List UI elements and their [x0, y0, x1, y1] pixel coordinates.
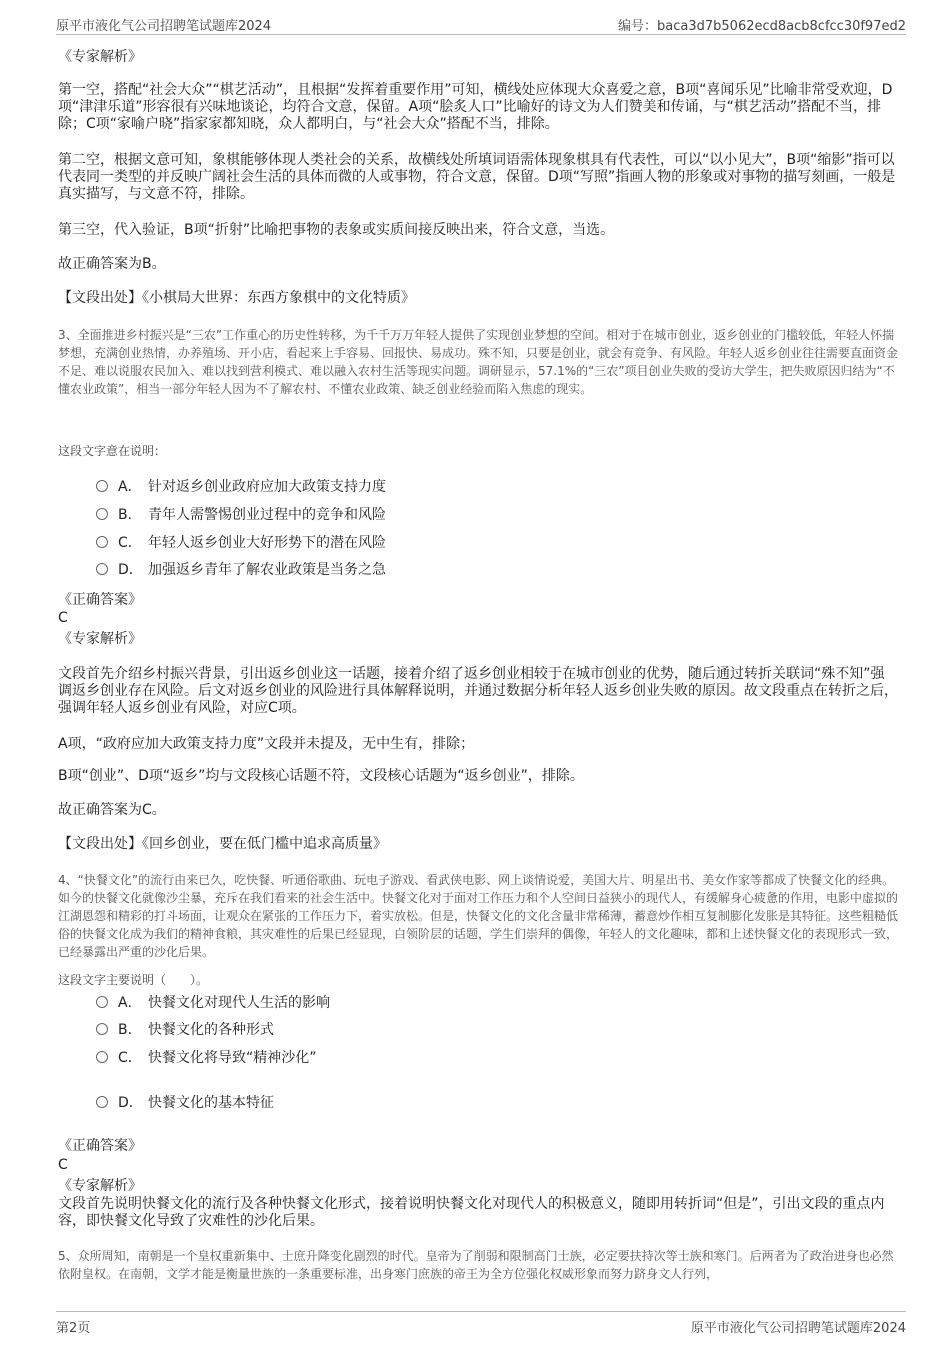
page-footer [56, 1311, 906, 1336]
option-text: 快餐文化对现代人生活的影响 [148, 995, 330, 1011]
q3-option-c[interactable] [96, 533, 386, 553]
q2-source: 【文段出处】《小棋局大世界：东西方象棋中的文化特质》 [58, 290, 415, 306]
q4-stem: 4、“快餐文化”的流行由来已久，吃快餐、听通俗歌曲、玩电子游戏、看武侠电影、网上谈情说爱，美国大片、明星出书、美女作家等都成了快餐文化的经典。如今的快餐文化就像沙尘暴，充斥在我们看来的社会生活中。快餐文化对于面对工作压力和个人空间日益狭小的现代人，有缓解身心疲惫的作用，电影中虚拟的江湖恩怨和精彩的打斗场面，让观众在紧张的工作压力下，着实放松。但是，快餐文化的文化含量非常稀薄，蓄意炒作相互复制膨化发胀是其特征。这些粗糙低俗的快餐文化成为我们的精神食粮，其灾难性的后果已经显现，白领阶层的话题，学生们崇拜的偶像，年轻人的文化趣味，都和上述快餐文化的表现形式一致，已经暴露出严重的沙化后果。 [58, 873, 899, 959]
q3-option-a[interactable] [96, 477, 386, 497]
option-letter: C． [118, 1050, 142, 1066]
option-text: 快餐文化的各种形式 [148, 1022, 274, 1038]
option-text: 快餐文化的基本特征 [148, 1095, 274, 1111]
option-letter: B． [118, 1022, 142, 1038]
q2-analysis-p3: 第三空，代入验证，B项“折射”比喻把事物的表象或实质间接反映出来，符合文意，当选。 [58, 222, 615, 238]
radio-icon[interactable] [96, 480, 108, 492]
q3-analysis-p2: A项，“政府应加大政策支持力度”文段并未提及，无中生有，排除； [58, 736, 475, 752]
q2-analysis-conclusion: 故正确答案为B。 [58, 256, 166, 272]
q4-option-d[interactable] [96, 1093, 274, 1113]
radio-icon[interactable] [96, 536, 108, 548]
page-header [56, 12, 906, 35]
q3-analysis-p1: 文段首先介绍乡村振兴背景，引出返乡创业这一话题，接着介绍了返乡创业相较于在城市创业的优势，随后通过转折关联词“殊不知”强调返乡创业存在风险。后文对返乡创业的风险进行具体解释说明，并通过数据分析年轻人返乡创业失败的原因。故文段重点在转折之后，强调年轻人返乡创业有风险，对应C项。 [58, 666, 898, 716]
q4-analysis-heading: 《专家解析》 [58, 1178, 142, 1194]
q4-question: 这段文字主要说明（ ）。 [58, 973, 209, 987]
option-text: 针对返乡创业政府应加大政策支持力度 [148, 479, 386, 495]
q3-stem: 3、全面推进乡村振兴是“三农”工作重心的历史性转移，为千千万万年轻人提供了实现创业梦想的空间。相对于在城市创业，返乡创业的门槛较低，年轻人怀揣梦想，充满创业热情，办养殖场、开小店，看起来上手容易、回报快、易成功。殊不知，只要是创业，就会有竞争、有风险。年轻人返乡创业往往需要直面资金不足、难以说服农民加入、难以找到营利模式、难以融入农村生活等现实问题。调研显示，57.1%的“三农”项目创业失败的受访大学生，把失败原因归结为“不懂农业政策”，相当一部分年轻人因为不了解农村、不懂农业政策、缺乏创业经验而陷入焦虑的现实。 [58, 328, 899, 396]
radio-icon[interactable] [96, 1023, 108, 1035]
option-letter: C． [118, 535, 142, 551]
option-letter: B． [118, 507, 142, 523]
q3-analysis-p3: B项“创业”、D项“返乡”均与文段核心话题不符，文段核心话题为“返乡创业”，排除。 [58, 768, 584, 784]
option-letter: A． [118, 479, 142, 495]
q3-answer-heading: 《正确答案》 [58, 592, 142, 608]
q4-option-b[interactable] [96, 1020, 274, 1040]
q3-option-b[interactable] [96, 505, 386, 525]
footer-page-number: 第2页 [56, 1321, 91, 1336]
option-letter: A． [118, 995, 142, 1011]
option-text: 加强返乡青年了解农业政策是当务之急 [148, 562, 386, 578]
radio-icon[interactable] [96, 508, 108, 520]
option-text: 青年人需警惕创业过程中的竞争和风险 [148, 507, 386, 523]
q4-answer-heading: 《正确答案》 [58, 1138, 142, 1154]
footer-title: 原平市液化气公司招聘笔试题库2024 [690, 1321, 906, 1336]
radio-icon[interactable] [96, 1096, 108, 1108]
header-doc-code: 编号：baca3d7b5062ecd8acb8cfcc30f97ed2 [618, 19, 906, 34]
radio-icon[interactable] [96, 563, 108, 575]
q3-source: 【文段出处】《回乡创业，要在低门槛中追求高质量》 [58, 836, 387, 852]
q3-answer: C [58, 610, 68, 626]
option-letter: D． [118, 1095, 143, 1111]
q2-analysis-heading: 《专家解析》 [58, 49, 142, 65]
q4-answer: C [58, 1157, 68, 1173]
radio-icon[interactable] [96, 996, 108, 1008]
q2-analysis-p1: 第一空，搭配“社会大众”“棋艺活动”，且根据“发挥着重要作用”可知，横线处应体现大众喜爱之意，B项“喜闻乐见”比喻非常受欢迎，D项“津津乐道”形容很有兴味地谈论，均符合文意，保留。A项“脍炙人口”比喻好的诗文为人们赞美和传诵，与“棋艺活动”搭配不当，排除；C项“家喻户晓”指家家都知晓，众人都明白，与“社会大众”搭配不当，排除。 [58, 82, 893, 132]
q4-option-c[interactable] [96, 1048, 317, 1068]
option-text: 年轻人返乡创业大好形势下的潜在风险 [148, 535, 386, 551]
q2-analysis-p2: 第二空，根据文意可知，象棋能够体现人类社会的关系，故横线处所填词语需体现象棋具有代表性，可以“以小见大”，B项“缩影”指可以代表同一类型的并反映广阔社会生活的具体而微的人或事物，符合文意，保留。D项“写照”指画人物的形象或对事物的描写刻画，一般是真实描写，与文意不符，排除。 [58, 152, 896, 202]
q3-option-d[interactable] [96, 560, 386, 580]
q3-analysis-heading: 《专家解析》 [58, 631, 142, 647]
q4-option-a[interactable] [96, 993, 330, 1013]
option-letter: D． [118, 562, 143, 578]
q5-stem: 5、众所周知，南朝是一个皇权重新集中、士庶升降变化剧烈的时代。皇帝为了削弱和限制高门士族，必定要扶持次等士族和寒门。后两者为了政治进身也必然依附皇权。在南朝，文学才能是衡量世族的一条重要标准，出身寒门庶族的帝王为全方位强化权威形象而努力跻身文人行列， [58, 1249, 894, 1281]
q3-analysis-conclusion: 故正确答案为C。 [58, 802, 166, 818]
option-text: 快餐文化将导致“精神沙化” [148, 1050, 317, 1066]
header-title: 原平市液化气公司招聘笔试题库2024 [56, 19, 272, 34]
q3-question: 这段文字意在说明： [58, 444, 167, 458]
q4-analysis-p1: 文段首先说明快餐文化的流行及各种快餐文化形式，接着说明快餐文化对现代人的积极意义，随即用转折词“但是”，引出文段的重点内容，即快餐文化导致了灾难性的沙化后果。 [58, 1196, 885, 1229]
radio-icon[interactable] [96, 1051, 108, 1063]
